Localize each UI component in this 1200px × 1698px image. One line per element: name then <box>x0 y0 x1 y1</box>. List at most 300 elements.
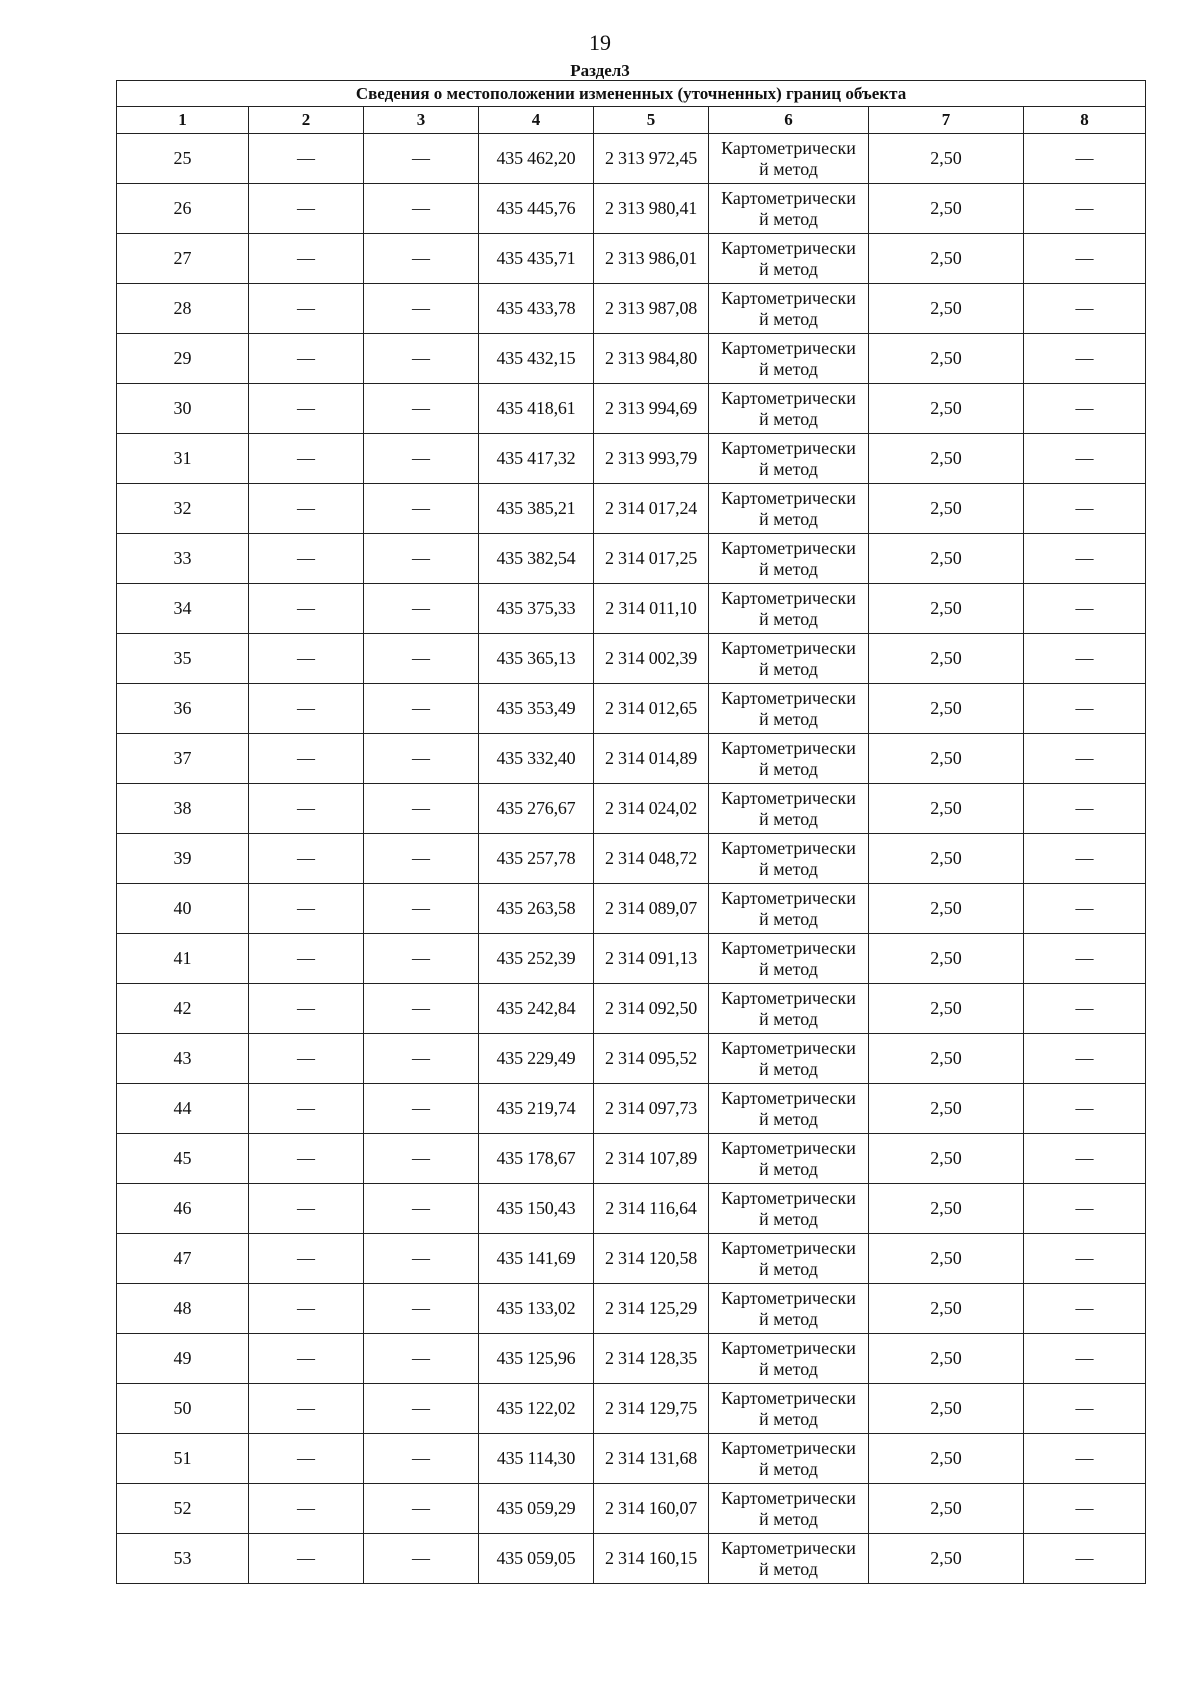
method-line-1: Картометрически <box>721 287 856 308</box>
method-line-1: Картометрически <box>721 1237 856 1258</box>
method-line-2: й метод <box>759 1158 818 1179</box>
empty-dash-col3: — <box>364 1034 479 1084</box>
table-row <box>117 1284 1146 1334</box>
coordinate-y: 2 314 097,73 <box>594 1084 709 1134</box>
accuracy-value: 2,50 <box>869 334 1024 384</box>
method-line-2: й метод <box>759 1008 818 1029</box>
empty-dash-col8: — <box>1024 834 1146 884</box>
method-line-1: Картометрически <box>721 1187 856 1208</box>
empty-dash-col8: — <box>1024 184 1146 234</box>
determination-method <box>709 1134 869 1184</box>
empty-dash-col8: — <box>1024 734 1146 784</box>
column-number-6: 6 <box>709 107 869 134</box>
method-line-1: Картометрически <box>721 787 856 808</box>
column-number-4: 4 <box>479 107 594 134</box>
method-line-2: й метод <box>759 1258 818 1279</box>
determination-method <box>709 1334 869 1384</box>
determination-method <box>709 284 869 334</box>
method-line-2: й метод <box>759 1408 818 1429</box>
coordinate-x: 435 432,15 <box>479 334 594 384</box>
coordinate-x: 435 365,13 <box>479 634 594 684</box>
determination-method <box>709 1184 869 1234</box>
coordinate-x: 435 059,29 <box>479 1484 594 1534</box>
empty-dash-col2: — <box>249 1284 364 1334</box>
method-line-2: й метод <box>759 1308 818 1329</box>
accuracy-value: 2,50 <box>869 1534 1024 1584</box>
method-line-1: Картометрически <box>721 1387 856 1408</box>
accuracy-value: 2,50 <box>869 1134 1024 1184</box>
determination-method <box>709 934 869 984</box>
empty-dash-col3: — <box>364 684 479 734</box>
method-line-2: й метод <box>759 258 818 279</box>
point-number: 32 <box>117 484 249 534</box>
determination-method <box>709 534 869 584</box>
method-line-2: й метод <box>759 808 818 829</box>
coordinate-y: 2 313 993,79 <box>594 434 709 484</box>
empty-dash-col8: — <box>1024 1484 1146 1534</box>
column-number-3: 3 <box>364 107 479 134</box>
method-line-2: й метод <box>759 308 818 329</box>
empty-dash-col3: — <box>364 1434 479 1484</box>
point-number: 31 <box>117 434 249 484</box>
empty-dash-col8: — <box>1024 1434 1146 1484</box>
method-line-1: Картометрически <box>721 137 856 158</box>
coordinate-y: 2 314 160,15 <box>594 1534 709 1584</box>
table-row <box>117 134 1146 184</box>
table-body <box>117 134 1146 1584</box>
determination-method <box>709 434 869 484</box>
method-line-2: й метод <box>759 608 818 629</box>
point-number: 29 <box>117 334 249 384</box>
empty-dash-col3: — <box>364 934 479 984</box>
method-line-1: Картометрически <box>721 437 856 458</box>
point-number: 41 <box>117 934 249 984</box>
empty-dash-col2: — <box>249 934 364 984</box>
empty-dash-col2: — <box>249 734 364 784</box>
method-line-1: Картометрически <box>721 387 856 408</box>
table-row <box>117 234 1146 284</box>
accuracy-value: 2,50 <box>869 484 1024 534</box>
point-number: 45 <box>117 1134 249 1184</box>
accuracy-value: 2,50 <box>869 1484 1024 1534</box>
coordinate-x: 435 375,33 <box>479 584 594 634</box>
empty-dash-col8: — <box>1024 984 1146 1034</box>
column-number-2: 2 <box>249 107 364 134</box>
point-number: 42 <box>117 984 249 1034</box>
accuracy-value: 2,50 <box>869 434 1024 484</box>
empty-dash-col2: — <box>249 1234 364 1284</box>
empty-dash-col8: — <box>1024 134 1146 184</box>
empty-dash-col2: — <box>249 1034 364 1084</box>
point-number: 44 <box>117 1084 249 1134</box>
empty-dash-col3: — <box>364 1384 479 1434</box>
accuracy-value: 2,50 <box>869 1234 1024 1284</box>
empty-dash-col8: — <box>1024 484 1146 534</box>
table-row <box>117 184 1146 234</box>
point-number: 51 <box>117 1434 249 1484</box>
method-line-2: й метод <box>759 1508 818 1529</box>
method-line-1: Картометрически <box>721 1487 856 1508</box>
empty-dash-col2: — <box>249 184 364 234</box>
method-line-2: й метод <box>759 508 818 529</box>
empty-dash-col8: — <box>1024 1334 1146 1384</box>
column-number-7: 7 <box>869 107 1024 134</box>
point-number: 30 <box>117 384 249 434</box>
coordinate-x: 435 435,71 <box>479 234 594 284</box>
coordinate-y: 2 314 128,35 <box>594 1334 709 1384</box>
empty-dash-col2: — <box>249 1434 364 1484</box>
accuracy-value: 2,50 <box>869 684 1024 734</box>
accuracy-value: 2,50 <box>869 234 1024 284</box>
table-row <box>117 1234 1146 1284</box>
empty-dash-col3: — <box>364 834 479 884</box>
coordinate-y: 2 314 120,58 <box>594 1234 709 1284</box>
point-number: 38 <box>117 784 249 834</box>
accuracy-value: 2,50 <box>869 634 1024 684</box>
empty-dash-col2: — <box>249 534 364 584</box>
point-number: 43 <box>117 1034 249 1084</box>
coordinate-x: 435 219,74 <box>479 1084 594 1134</box>
determination-method <box>709 384 869 434</box>
empty-dash-col2: — <box>249 484 364 534</box>
empty-dash-col3: — <box>364 584 479 634</box>
coordinate-y: 2 314 011,10 <box>594 584 709 634</box>
coordinate-x: 435 353,49 <box>479 684 594 734</box>
coordinate-x: 435 445,76 <box>479 184 594 234</box>
table-row <box>117 1134 1146 1184</box>
coordinate-y: 2 313 986,01 <box>594 234 709 284</box>
coordinate-y: 2 314 089,07 <box>594 884 709 934</box>
point-number: 46 <box>117 1184 249 1234</box>
accuracy-value: 2,50 <box>869 134 1024 184</box>
empty-dash-col3: — <box>364 1484 479 1534</box>
coordinate-x: 435 150,43 <box>479 1184 594 1234</box>
accuracy-value: 2,50 <box>869 1184 1024 1234</box>
empty-dash-col8: — <box>1024 1134 1146 1184</box>
accuracy-value: 2,50 <box>869 284 1024 334</box>
method-line-2: й метод <box>759 658 818 679</box>
coordinate-x: 435 263,58 <box>479 884 594 934</box>
coordinate-y: 2 314 116,64 <box>594 1184 709 1234</box>
coordinate-y: 2 314 017,24 <box>594 484 709 534</box>
table-row <box>117 584 1146 634</box>
point-number: 34 <box>117 584 249 634</box>
method-line-1: Картометрически <box>721 1087 856 1108</box>
boundary-coordinates-table <box>116 80 1146 1584</box>
accuracy-value: 2,50 <box>869 1434 1024 1484</box>
coordinate-x: 435 059,05 <box>479 1534 594 1584</box>
empty-dash-col3: — <box>364 984 479 1034</box>
empty-dash-col3: — <box>364 534 479 584</box>
column-number-5: 5 <box>594 107 709 134</box>
coordinate-y: 2 314 125,29 <box>594 1284 709 1334</box>
determination-method <box>709 884 869 934</box>
empty-dash-col3: — <box>364 634 479 684</box>
empty-dash-col2: — <box>249 1084 364 1134</box>
table-row <box>117 334 1146 384</box>
empty-dash-col2: — <box>249 1534 364 1584</box>
empty-dash-col3: — <box>364 734 479 784</box>
point-number: 33 <box>117 534 249 584</box>
empty-dash-col8: — <box>1024 434 1146 484</box>
method-line-1: Картометрически <box>721 487 856 508</box>
accuracy-value: 2,50 <box>869 384 1024 434</box>
table-row <box>117 1334 1146 1384</box>
accuracy-value: 2,50 <box>869 734 1024 784</box>
determination-method <box>709 1284 869 1334</box>
coordinate-x: 435 332,40 <box>479 734 594 784</box>
accuracy-value: 2,50 <box>869 534 1024 584</box>
determination-method <box>709 484 869 534</box>
method-line-2: й метод <box>759 908 818 929</box>
method-line-2: й метод <box>759 1108 818 1129</box>
empty-dash-col8: — <box>1024 234 1146 284</box>
accuracy-value: 2,50 <box>869 884 1024 934</box>
accuracy-value: 2,50 <box>869 984 1024 1034</box>
method-line-2: й метод <box>759 408 818 429</box>
determination-method <box>709 584 869 634</box>
page-number: 19 <box>589 30 611 55</box>
method-line-2: й метод <box>759 208 818 229</box>
coordinate-y: 2 313 987,08 <box>594 284 709 334</box>
accuracy-value: 2,50 <box>869 784 1024 834</box>
coordinate-x: 435 433,78 <box>479 284 594 334</box>
determination-method <box>709 834 869 884</box>
coordinate-y: 2 314 107,89 <box>594 1134 709 1184</box>
point-number: 26 <box>117 184 249 234</box>
empty-dash-col2: — <box>249 1484 364 1534</box>
table-row <box>117 1184 1146 1234</box>
method-line-2: й метод <box>759 958 818 979</box>
empty-dash-col8: — <box>1024 1534 1146 1584</box>
point-number: 47 <box>117 1234 249 1284</box>
table-row <box>117 484 1146 534</box>
coordinate-x: 435 276,67 <box>479 784 594 834</box>
section-label: Раздел3 <box>570 61 630 80</box>
coordinate-y: 2 313 980,41 <box>594 184 709 234</box>
empty-dash-col3: — <box>364 1534 479 1584</box>
accuracy-value: 2,50 <box>869 184 1024 234</box>
determination-method <box>709 1484 869 1534</box>
empty-dash-col8: — <box>1024 934 1146 984</box>
table-row <box>117 1484 1146 1534</box>
table-row <box>117 634 1146 684</box>
coordinate-x: 435 114,30 <box>479 1434 594 1484</box>
method-line-1: Картометрически <box>721 937 856 958</box>
method-line-1: Картометрически <box>721 837 856 858</box>
coordinate-x: 435 418,61 <box>479 384 594 434</box>
point-number: 48 <box>117 1284 249 1334</box>
coordinate-y: 2 314 002,39 <box>594 634 709 684</box>
empty-dash-col8: — <box>1024 684 1146 734</box>
empty-dash-col2: — <box>249 134 364 184</box>
empty-dash-col8: — <box>1024 634 1146 684</box>
empty-dash-col2: — <box>249 234 364 284</box>
method-line-2: й метод <box>759 358 818 379</box>
empty-dash-col3: — <box>364 134 479 184</box>
point-number: 39 <box>117 834 249 884</box>
empty-dash-col3: — <box>364 334 479 384</box>
accuracy-value: 2,50 <box>869 1284 1024 1334</box>
empty-dash-col3: — <box>364 1084 479 1134</box>
determination-method <box>709 634 869 684</box>
empty-dash-col3: — <box>364 384 479 434</box>
empty-dash-col2: — <box>249 834 364 884</box>
empty-dash-col2: — <box>249 784 364 834</box>
empty-dash-col2: — <box>249 1384 364 1434</box>
empty-dash-col8: — <box>1024 534 1146 584</box>
accuracy-value: 2,50 <box>869 834 1024 884</box>
method-line-2: й метод <box>759 708 818 729</box>
table-row <box>117 384 1146 434</box>
empty-dash-col8: — <box>1024 584 1146 634</box>
column-number-1: 1 <box>117 107 249 134</box>
accuracy-value: 2,50 <box>869 1034 1024 1084</box>
empty-dash-col2: — <box>249 1134 364 1184</box>
coordinate-x: 435 462,20 <box>479 134 594 184</box>
empty-dash-col2: — <box>249 334 364 384</box>
method-line-1: Картометрически <box>721 587 856 608</box>
coordinate-y: 2 314 017,25 <box>594 534 709 584</box>
table-row <box>117 784 1146 834</box>
column-number-row <box>117 107 1146 134</box>
method-line-1: Картометрически <box>721 737 856 758</box>
accuracy-value: 2,50 <box>869 1334 1024 1384</box>
empty-dash-col3: — <box>364 1234 479 1284</box>
empty-dash-col2: — <box>249 1184 364 1234</box>
method-line-1: Картометрически <box>721 1537 856 1558</box>
empty-dash-col8: — <box>1024 1284 1146 1334</box>
method-line-2: й метод <box>759 158 818 179</box>
method-line-2: й метод <box>759 1058 818 1079</box>
table-caption: Сведения о местоположении измененных (уточненных) границ объекта <box>117 81 1146 107</box>
method-line-2: й метод <box>759 1558 818 1579</box>
coordinate-y: 2 313 984,80 <box>594 334 709 384</box>
determination-method <box>709 1234 869 1284</box>
coordinate-y: 2 314 092,50 <box>594 984 709 1034</box>
method-line-1: Картометрически <box>721 1437 856 1458</box>
method-line-2: й метод <box>759 1358 818 1379</box>
coordinate-x: 435 178,67 <box>479 1134 594 1184</box>
empty-dash-col8: — <box>1024 334 1146 384</box>
table-row <box>117 1434 1146 1484</box>
accuracy-value: 2,50 <box>869 934 1024 984</box>
point-number: 52 <box>117 1484 249 1534</box>
empty-dash-col8: — <box>1024 1384 1146 1434</box>
coordinate-x: 435 385,21 <box>479 484 594 534</box>
empty-dash-col2: — <box>249 384 364 434</box>
empty-dash-col3: — <box>364 1284 479 1334</box>
determination-method <box>709 1384 869 1434</box>
method-line-1: Картометрически <box>721 1137 856 1158</box>
determination-method <box>709 1434 869 1484</box>
empty-dash-col2: — <box>249 684 364 734</box>
table-row <box>117 284 1146 334</box>
point-number: 50 <box>117 1384 249 1434</box>
table-row <box>117 534 1146 584</box>
empty-dash-col2: — <box>249 984 364 1034</box>
method-line-1: Картометрически <box>721 687 856 708</box>
method-line-1: Картометрически <box>721 337 856 358</box>
determination-method <box>709 334 869 384</box>
empty-dash-col2: — <box>249 634 364 684</box>
coordinate-y: 2 314 129,75 <box>594 1384 709 1434</box>
point-number: 27 <box>117 234 249 284</box>
method-line-2: й метод <box>759 758 818 779</box>
method-line-2: й метод <box>759 458 818 479</box>
point-number: 49 <box>117 1334 249 1384</box>
coordinate-x: 435 257,78 <box>479 834 594 884</box>
determination-method <box>709 234 869 284</box>
empty-dash-col3: — <box>364 1334 479 1384</box>
empty-dash-col3: — <box>364 1134 479 1184</box>
point-number: 40 <box>117 884 249 934</box>
empty-dash-col8: — <box>1024 284 1146 334</box>
empty-dash-col3: — <box>364 234 479 284</box>
determination-method <box>709 984 869 1034</box>
determination-method <box>709 1034 869 1084</box>
empty-dash-col8: — <box>1024 1184 1146 1234</box>
coordinate-y: 2 313 994,69 <box>594 384 709 434</box>
point-number: 25 <box>117 134 249 184</box>
empty-dash-col8: — <box>1024 884 1146 934</box>
coordinate-y: 2 314 024,02 <box>594 784 709 834</box>
determination-method <box>709 184 869 234</box>
table-row <box>117 1034 1146 1084</box>
coordinate-y: 2 314 014,89 <box>594 734 709 784</box>
method-line-1: Картометрически <box>721 537 856 558</box>
table-row <box>117 984 1146 1034</box>
empty-dash-col3: — <box>364 284 479 334</box>
point-number: 37 <box>117 734 249 784</box>
empty-dash-col2: — <box>249 1334 364 1384</box>
empty-dash-col8: — <box>1024 1084 1146 1134</box>
determination-method <box>709 784 869 834</box>
coordinate-x: 435 125,96 <box>479 1334 594 1384</box>
coordinate-y: 2 314 048,72 <box>594 834 709 884</box>
coordinate-y: 2 314 131,68 <box>594 1434 709 1484</box>
table-row <box>117 834 1146 884</box>
method-line-2: й метод <box>759 1208 818 1229</box>
empty-dash-col3: — <box>364 484 479 534</box>
point-number: 53 <box>117 1534 249 1584</box>
point-number: 35 <box>117 634 249 684</box>
table-row <box>117 734 1146 784</box>
table-row <box>117 1084 1146 1134</box>
empty-dash-col3: — <box>364 1184 479 1234</box>
method-line-2: й метод <box>759 858 818 879</box>
method-line-2: й метод <box>759 558 818 579</box>
determination-method <box>709 134 869 184</box>
empty-dash-col8: — <box>1024 1034 1146 1084</box>
determination-method <box>709 684 869 734</box>
empty-dash-col2: — <box>249 284 364 334</box>
coordinate-x: 435 242,84 <box>479 984 594 1034</box>
method-line-1: Картометрически <box>721 637 856 658</box>
empty-dash-col3: — <box>364 884 479 934</box>
method-line-1: Картометрически <box>721 237 856 258</box>
determination-method <box>709 734 869 784</box>
table-row <box>117 1384 1146 1434</box>
empty-dash-col3: — <box>364 434 479 484</box>
empty-dash-col3: — <box>364 184 479 234</box>
coordinate-x: 435 141,69 <box>479 1234 594 1284</box>
accuracy-value: 2,50 <box>869 584 1024 634</box>
coordinate-x: 435 252,39 <box>479 934 594 984</box>
coordinate-x: 435 417,32 <box>479 434 594 484</box>
table-row <box>117 434 1146 484</box>
method-line-1: Картометрически <box>721 887 856 908</box>
